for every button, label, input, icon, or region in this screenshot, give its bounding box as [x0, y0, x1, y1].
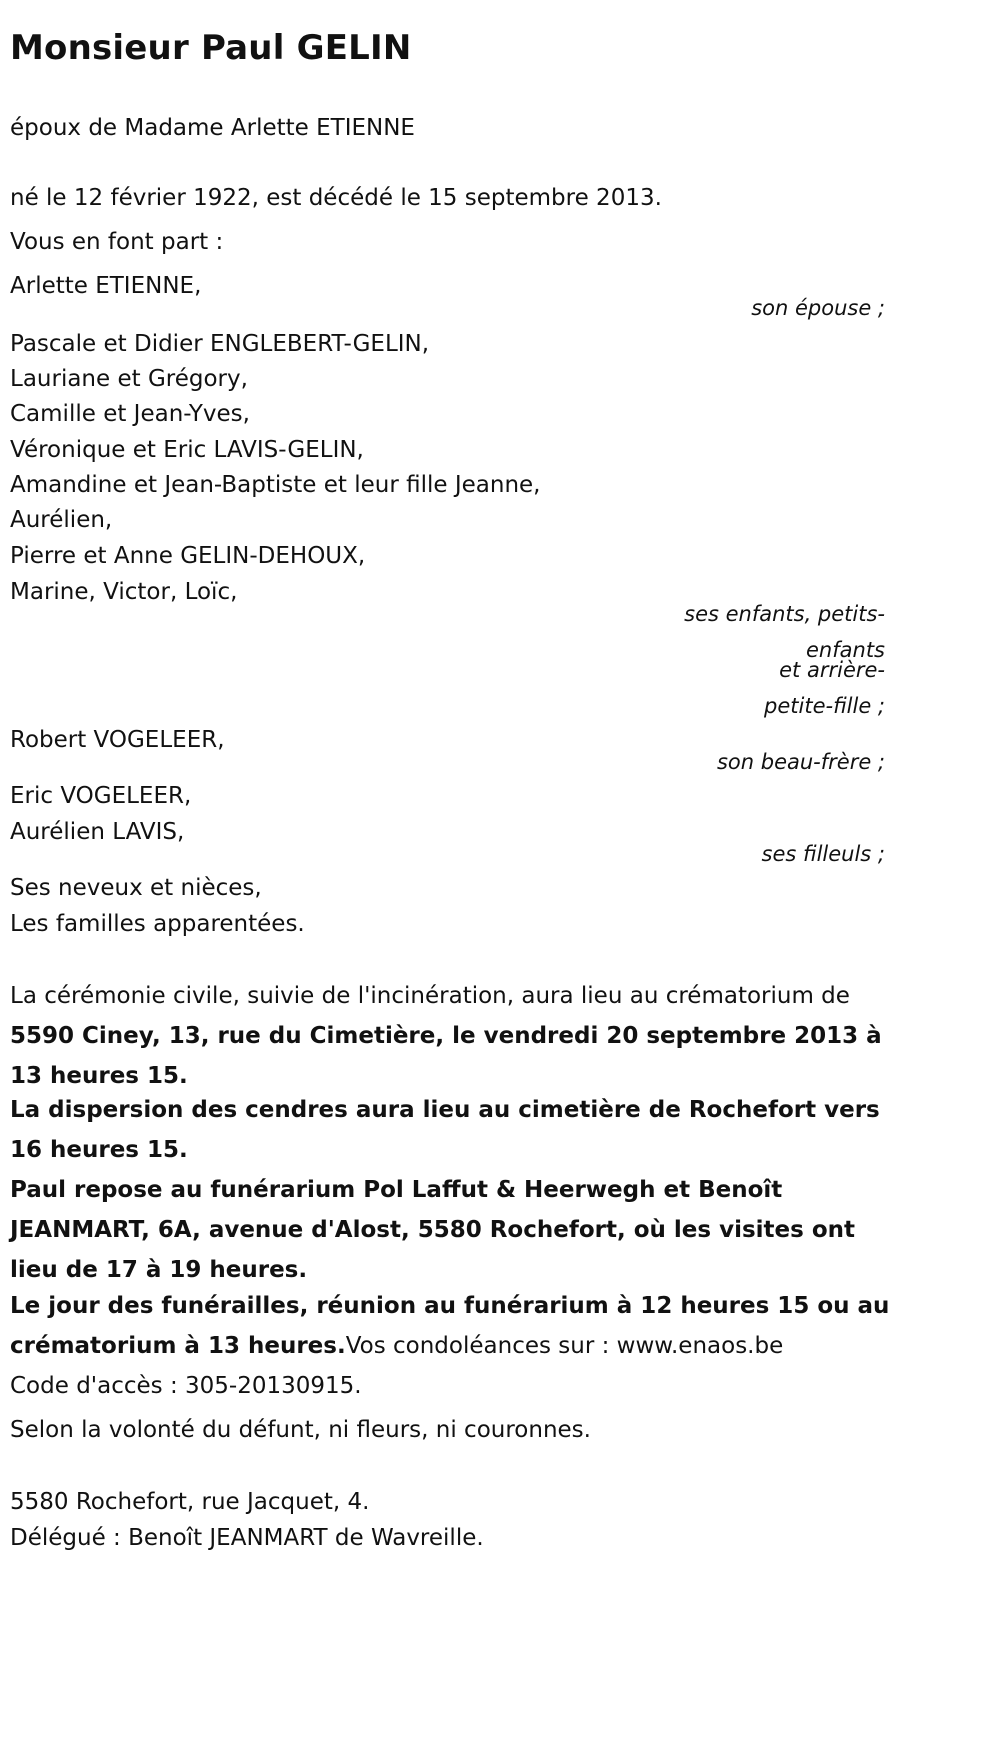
announcement-line: Vous en font part : — [10, 229, 224, 255]
children-relation-line: ses enfants, petits- — [684, 602, 885, 626]
deceased-name: Monsieur Paul GELIN — [10, 28, 412, 68]
delegate-line: Délégué : Benoît JEANMART de Wavreille. — [10, 1525, 484, 1551]
repose-paragraph: Paul repose au funérarium Pol Laffut & Heerwegh et Benoît JEANMART, 6A, avenue d'Alost, 5580 Rochefort, où les visites ont lieu de 17 à 19 heures. — [10, 1177, 856, 1283]
family-member: Lauriane et Grégory, — [10, 366, 248, 392]
brother-in-law-relation: son beau-frère ; — [716, 750, 885, 774]
address-line: 5580 Rochefort, rue Jacquet, 4. — [10, 1489, 370, 1515]
ceremony-paragraph — [10, 976, 890, 1096]
condolences-link[interactable]: Vos condoléances sur : www.enaos.be — [345, 1333, 784, 1359]
children-relation-line: enfants — [806, 638, 885, 662]
family-member: Pascale et Didier ENGLEBERT-GELIN, — [10, 331, 430, 357]
other-family: Ses neveux et nièces, — [10, 875, 262, 901]
spouse-name: Arlette ETIENNE, — [10, 273, 202, 299]
dispersion-paragraph: La dispersion des cendres aura lieu au cimetière de Rochefort vers 16 heures 15. — [10, 1097, 880, 1163]
birth-death-line: né le 12 février 1922, est décédé le 15 septembre 2013. — [10, 185, 662, 211]
family-member: Aurélien, — [10, 507, 113, 533]
family-member: Camille et Jean-Yves, — [10, 401, 250, 427]
funeral-day-paragraph — [10, 1286, 890, 1366]
godchild-name: Aurélien LAVIS, — [10, 819, 185, 845]
access-code: Code d'accès : 305-20130915. — [10, 1373, 362, 1399]
other-family: Les familles apparentées. — [10, 911, 305, 937]
brother-in-law-name: Robert VOGELEER, — [10, 727, 225, 753]
spouse-relation: son épouse ; — [751, 296, 885, 320]
godchildren-relation: ses filleuls ; — [761, 842, 885, 866]
children-relation-line: petite-fille ; — [764, 694, 885, 718]
family-member: Véronique et Eric LAVIS-GELIN, — [10, 437, 364, 463]
family-member: Amandine et Jean-Baptiste et leur fille Jeanne, — [10, 472, 541, 498]
family-member: Marine, Victor, Loïc, — [10, 579, 238, 605]
children-relation-line: et arrière- — [779, 658, 885, 682]
funeral-day-info: Le jour des funérailles, réunion au funérarium à 12 heures 15 ou au crématorium à 13 heures. — [10, 1293, 890, 1359]
godchild-name: Eric VOGELEER, — [10, 783, 192, 809]
ceremony-intro: La cérémonie civile, suivie de l'incinération, aura lieu au crématorium de — [10, 983, 850, 1009]
spouse-line: époux de Madame Arlette ETIENNE — [10, 115, 415, 141]
family-member: Pierre et Anne GELIN-DEHOUX, — [10, 543, 366, 569]
ceremony-details: 5590 Ciney, 13, rue du Cimetière, le vendredi 20 septembre 2013 à 13 heures 15. — [10, 1023, 882, 1089]
wishes-line: Selon la volonté du défunt, ni fleurs, ni couronnes. — [10, 1417, 591, 1443]
